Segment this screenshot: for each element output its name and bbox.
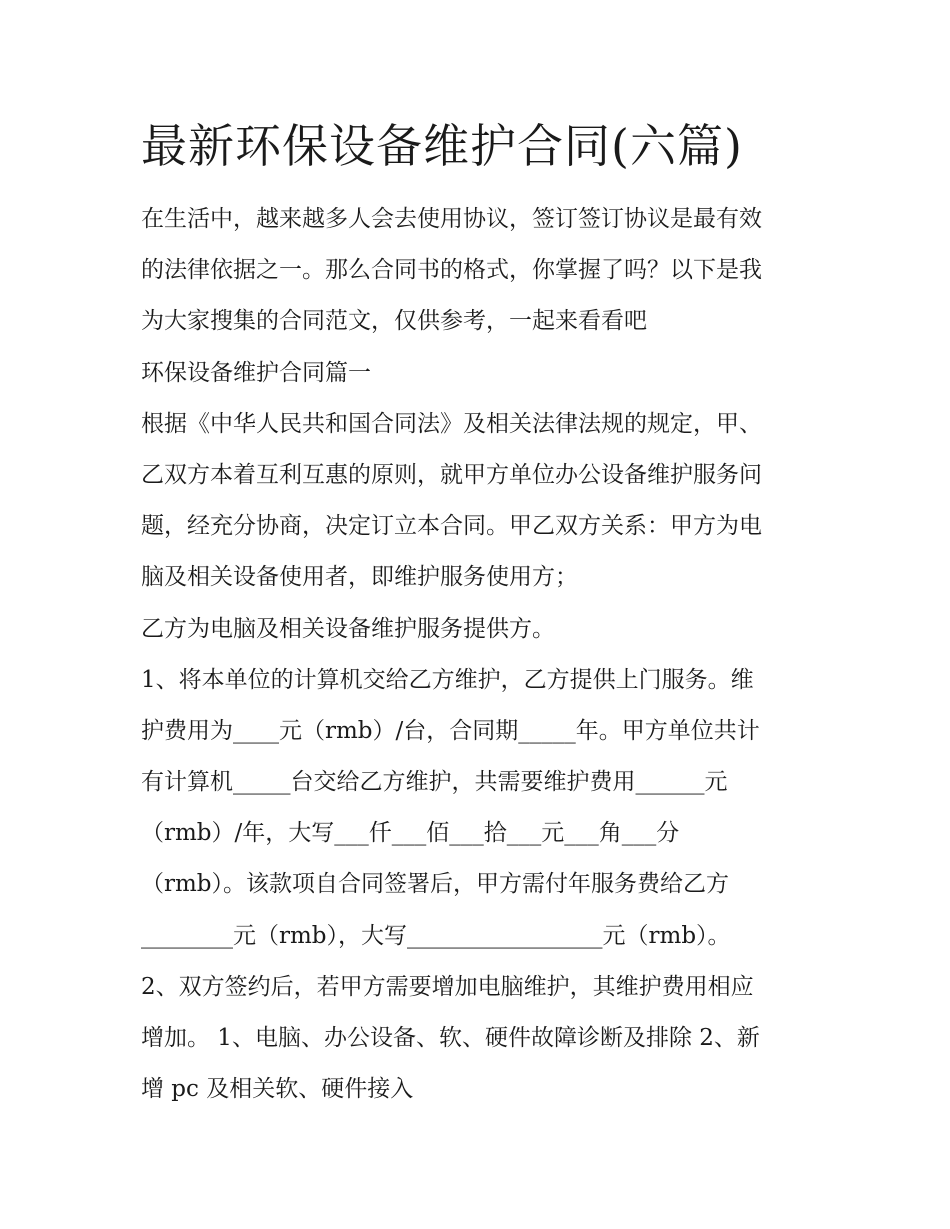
body-line: 乙双方本着互利互惠的原则，就甲方单位办公设备维护服务问 — [141, 461, 762, 488]
body-line: 乙方为电脑及相关设备维护服务提供方。 — [141, 615, 555, 642]
body-line: （rmb）/年，大写___仟___佰___拾___元___角___分 — [141, 820, 680, 847]
body-line: ________元（rmb），大写_________________元（rmb）。 — [141, 922, 731, 949]
body-line: 的法律依据之一。那么合同书的格式，你掌握了吗？以下是我 — [141, 257, 762, 284]
body-line: 有计算机_____台交给乙方维护，共需要维护费用______元 — [141, 769, 728, 796]
section-heading: 环保设备维护合同篇一 — [141, 359, 371, 386]
document-page — [141, 112, 821, 1115]
document-title: 最新环保设备维护合同(六篇) — [141, 119, 743, 173]
body-line: 增加。 1、电脑、办公设备、软、硬件故障诊断及排除 2、新 — [141, 1025, 760, 1051]
body-line: （rmb）。该款项自合同签署后，甲方需付年服务费给乙方 — [141, 871, 730, 898]
body-line: 脑及相关设备使用者，即维护服务使用方； — [141, 564, 578, 591]
body-line: 2、双方签约后，若甲方需要增加电脑维护，其维护费用相应 — [141, 973, 754, 1000]
body-line: 在生活中，越来越多人会去使用协议，签订签订协议是最有效 — [141, 206, 762, 232]
body-line: 为大家搜集的合同范文，仅供参考，一起来看看吧 — [141, 308, 647, 335]
body-line: 护费用为____元（rmb）/台，合同期_____年。甲方单位共计 — [141, 717, 760, 744]
body-line: 题，经充分协商，决定订立本合同。甲乙双方关系：甲方为电 — [141, 513, 762, 540]
document-body — [141, 194, 821, 1115]
body-line: 1、将本单位的计算机交给乙方维护，乙方提供上门服务。维 — [141, 666, 754, 693]
body-line: 根据《中华人民共和国合同法》及相关法律法规的规定，甲、 — [141, 410, 762, 437]
body-line: 增 pc 及相关软、硬件接入 — [141, 1076, 414, 1103]
